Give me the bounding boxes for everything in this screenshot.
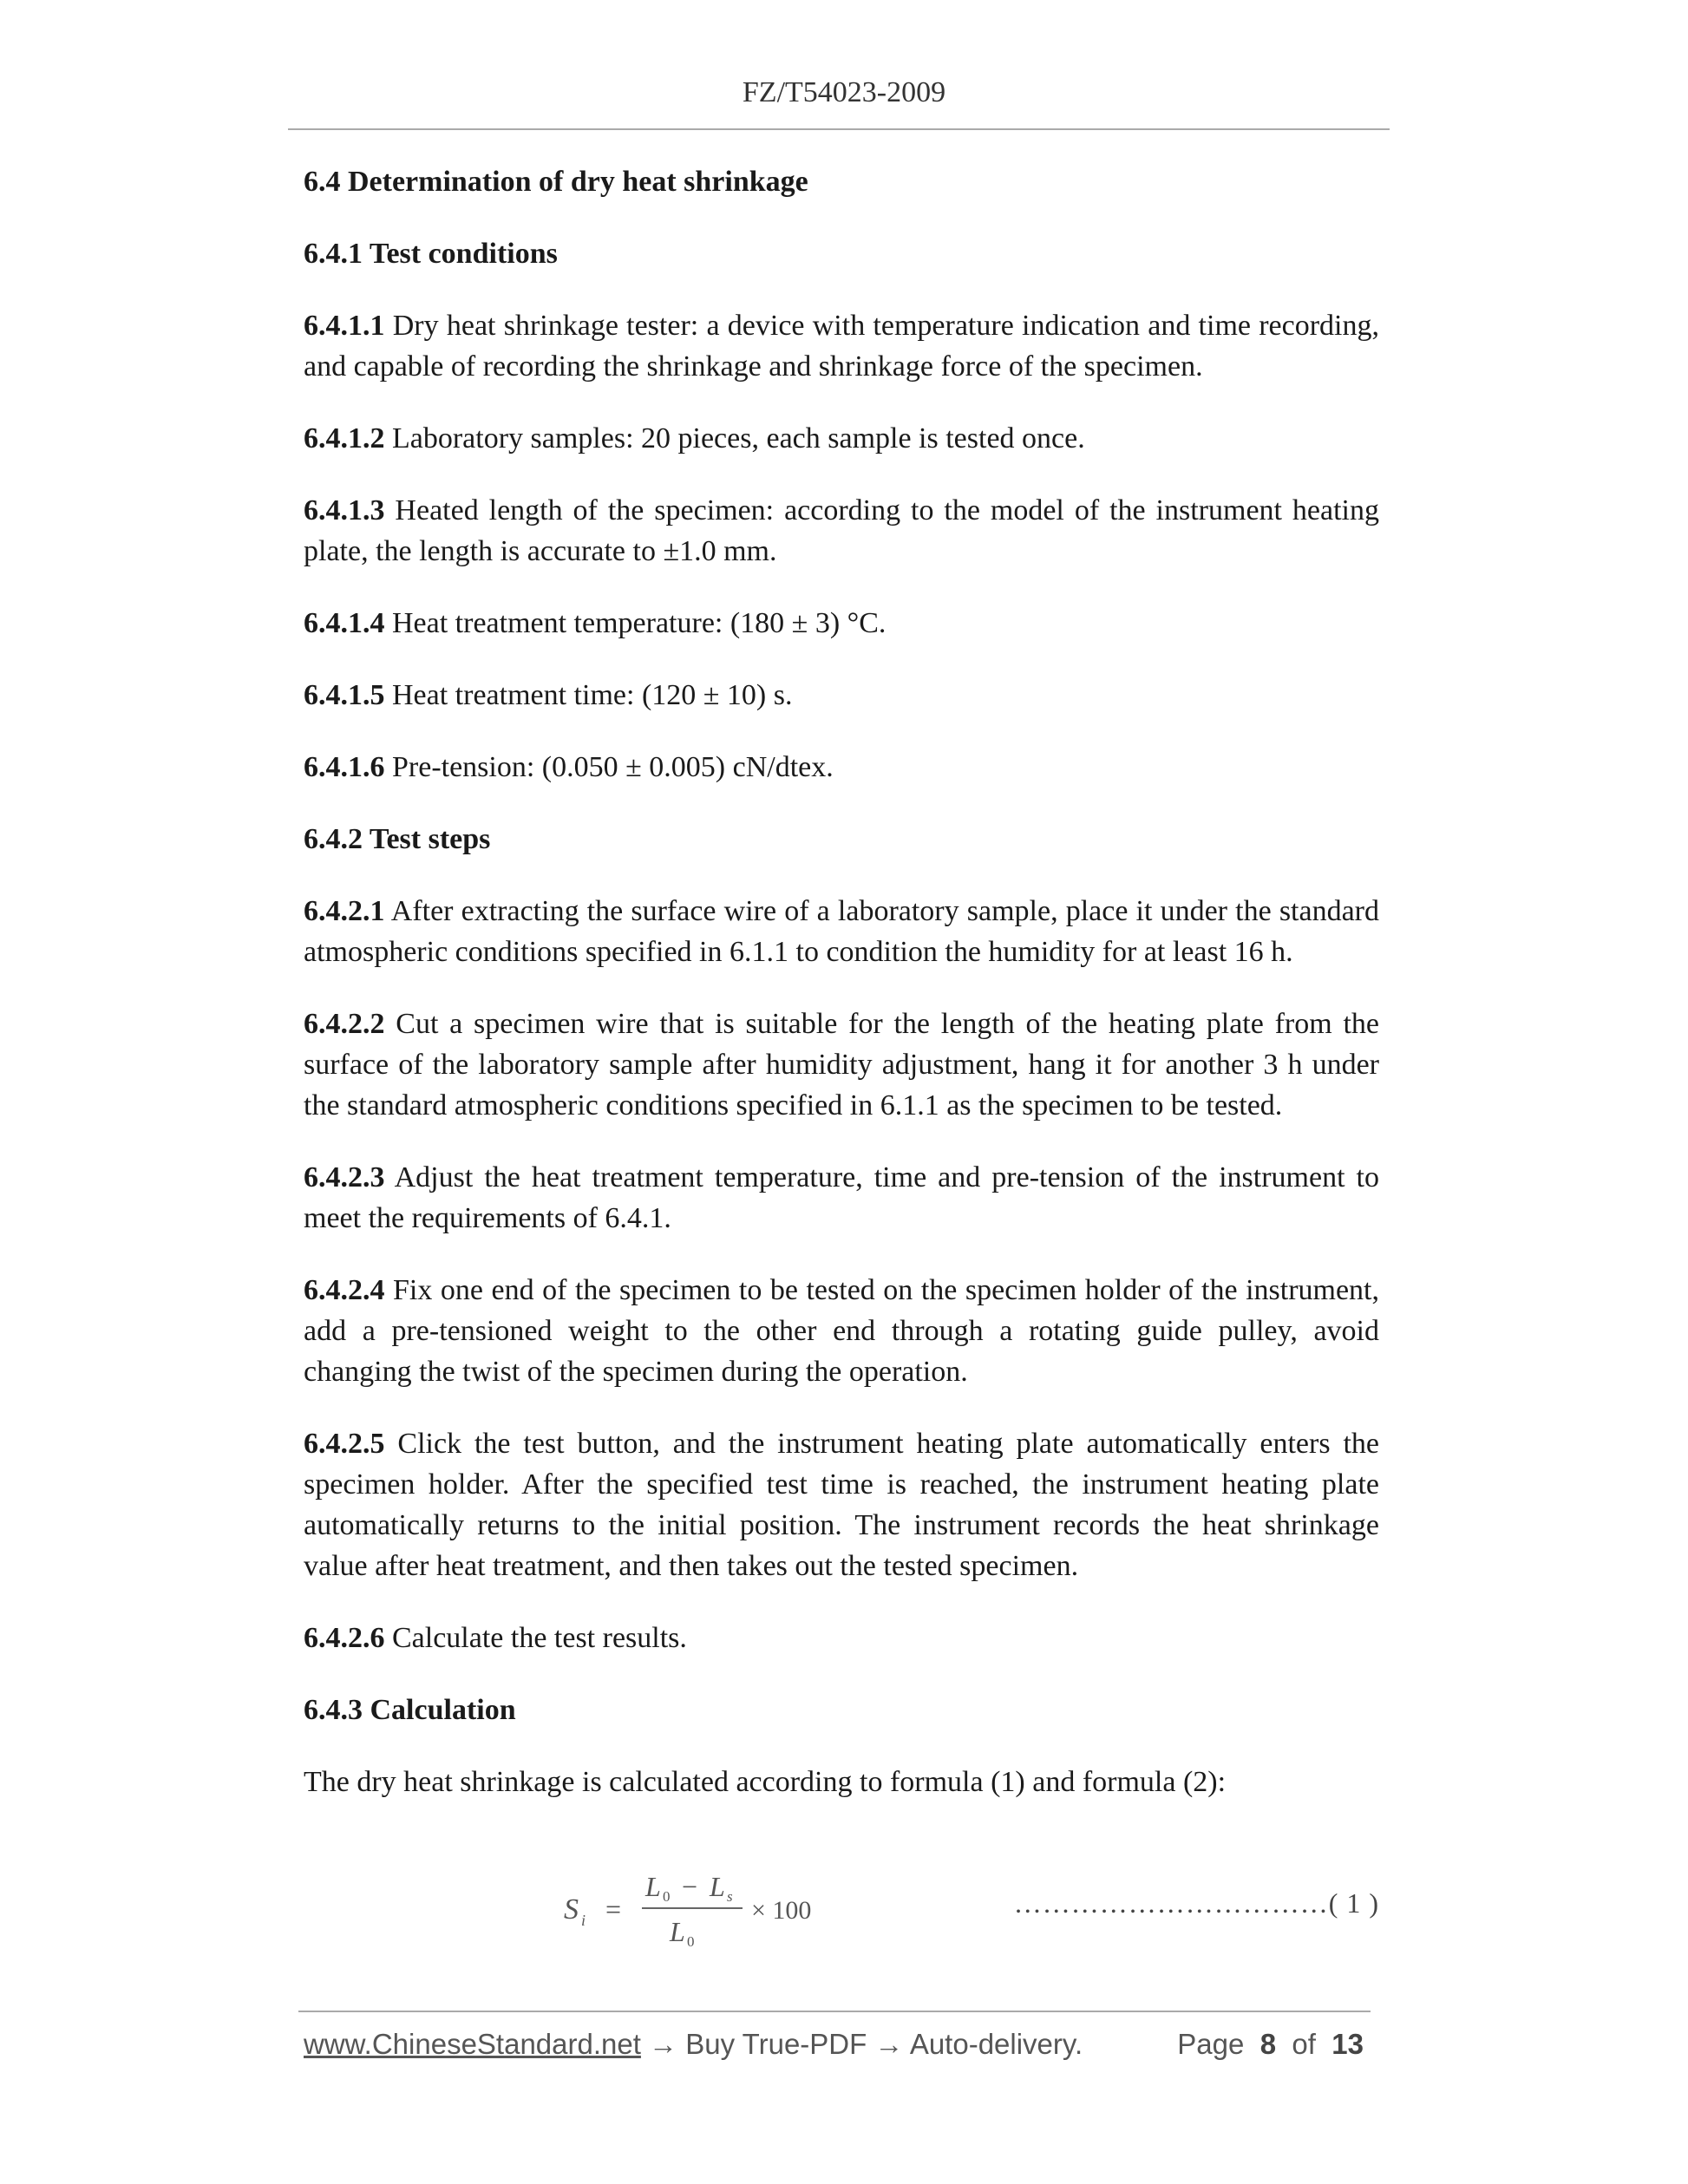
clause-text: Click the test button, and the instrument heating plate automatically enters the specimen holder. After the specified test time is reached, the instrument heating plate automatically returns to the initial position. The instrument records the heat shrinkage value after heat treatment, and then takes out the tested specimen. (304, 1428, 1379, 1582)
footer-divider (298, 2011, 1371, 2012)
clause-number: 6.4.2.6 (304, 1622, 385, 1654)
page-number: 8 (1259, 2028, 1277, 2060)
clause-text: Fix one end of the specimen to be tested on the specimen holder of the instrument, add a pre-tensioned weight to the other end through a rotating guide pulley, avoid changing the twist of the specimen during the operation. (304, 1274, 1379, 1388)
formula-equals: = (605, 1893, 622, 1925)
section-heading: 6.4.2 Test steps (304, 823, 491, 855)
section-heading: 6.4.3 Calculation (304, 1694, 516, 1726)
formula-lhs: S (564, 1893, 579, 1926)
clause-text: Laboratory samples: 20 pieces, each sample is tested once. (384, 422, 1085, 454)
header-divider (288, 128, 1390, 130)
document-code: FZ/T54023-2009 (742, 76, 946, 108)
section-heading: 6.4.1 Test conditions (304, 238, 558, 270)
formula-denominator: L (670, 1916, 685, 1947)
clause-number: 6.4.1.4 (304, 607, 385, 639)
clause-text: Pre-tension: (0.050 ± 0.005) cN/dtex. (384, 751, 834, 783)
clause-paragraph (304, 490, 1379, 572)
formula-expression (564, 1861, 859, 1957)
clause-paragraph (304, 1157, 1379, 1239)
clause-paragraph (304, 1004, 1379, 1126)
clause-paragraph (304, 1618, 1379, 1658)
clause-number: 6.4.1.1 (304, 310, 385, 342)
clause-text: After extracting the surface wire of a laboratory sample, place it under the standard atmospheric conditions specified in 6.1.1 to condition the humidity for at least 16 h. (304, 895, 1379, 968)
clause-paragraph (304, 1423, 1379, 1586)
clause-text: The dry heat shrinkage is calculated according to formula (1) and formula (2): (304, 1766, 1227, 1798)
equation-leader-dots: …………………………… (1013, 1887, 1329, 1919)
clause-paragraph (304, 305, 1379, 387)
clause-text: Calculate the test results. (384, 1622, 687, 1654)
of-label: of (1292, 2028, 1316, 2060)
clause-text: Heat treatment time: (120 ± 10) s. (384, 679, 793, 711)
section-heading: 6.4 Determination of dry heat shrinkage (304, 166, 808, 198)
clause-text: Heated length of the specimen: according to the model of the instrument heating plate, the length is accurate to ±1.0 mm. (304, 494, 1379, 567)
formula-num-a: L (645, 1871, 661, 1902)
footer (304, 2028, 1371, 2071)
clause-paragraph (304, 418, 1379, 459)
formula-times: × 100 (751, 1896, 812, 1925)
clause-number: 6.4.2.3 (304, 1161, 385, 1193)
page-indicator (1177, 2028, 1364, 2061)
clause-number: 6.4.1.2 (304, 422, 385, 454)
website-link[interactable]: www.ChineseStandard.net (304, 2028, 641, 2060)
formula-lhs-sub: i (581, 1912, 586, 1929)
clause-paragraph (304, 675, 1379, 716)
equation-number (1014, 1887, 1379, 1919)
formula-num-b: L (710, 1871, 725, 1902)
formula-minus: − (682, 1871, 698, 1902)
clause-text: Cut a specimen wire that is suitable for the length of the heating plate from the surface of the laboratory sample after humidity adjustment, hang it for another 3 h under the standard atmospheric conditions specified in 6.1.1 as the specimen to be tested. (304, 1008, 1379, 1121)
page-total: 13 (1331, 2028, 1364, 2060)
clause-paragraph (304, 1270, 1379, 1392)
clause-text: Adjust the heat treatment temperature, time and pre-tension of the instrument to meet the requirements of 6.4.1. (304, 1161, 1379, 1234)
clause-number: 6.4.1.6 (304, 751, 385, 783)
footer-promo-text: → Buy True-PDF → Auto-delivery. (640, 2028, 1083, 2060)
equation-label: ( 1 ) (1328, 1887, 1379, 1919)
clause-number: 6.4.2.5 (304, 1428, 385, 1460)
clause-paragraph (304, 891, 1379, 972)
clause-paragraph (304, 747, 1379, 788)
document-body (304, 161, 1379, 1834)
clause-number: 6.4.2.2 (304, 1008, 385, 1040)
clause-paragraph (304, 1762, 1379, 1802)
formula-1 (304, 1861, 1379, 1957)
clause-number: 6.4.1.5 (304, 679, 385, 711)
clause-number: 6.4.2.1 (304, 895, 385, 927)
clause-number: 6.4.1.3 (304, 494, 385, 526)
formula-num-a-sub: 0 (663, 1888, 671, 1905)
clause-text: Heat treatment temperature: (180 ± 3) °C. (384, 607, 887, 639)
clause-number: 6.4.2.4 (304, 1274, 385, 1306)
clause-paragraph (304, 603, 1379, 644)
page-label: Page (1177, 2028, 1245, 2060)
footer-promo (304, 2028, 1083, 2061)
formula-num-b-sub: s (727, 1888, 733, 1905)
formula-denominator-sub: 0 (687, 1933, 695, 1950)
clause-text: Dry heat shrinkage tester: a device with temperature indication and time recording, and capable of recording the shrinkage and shrinkage force of the specimen. (304, 310, 1379, 383)
